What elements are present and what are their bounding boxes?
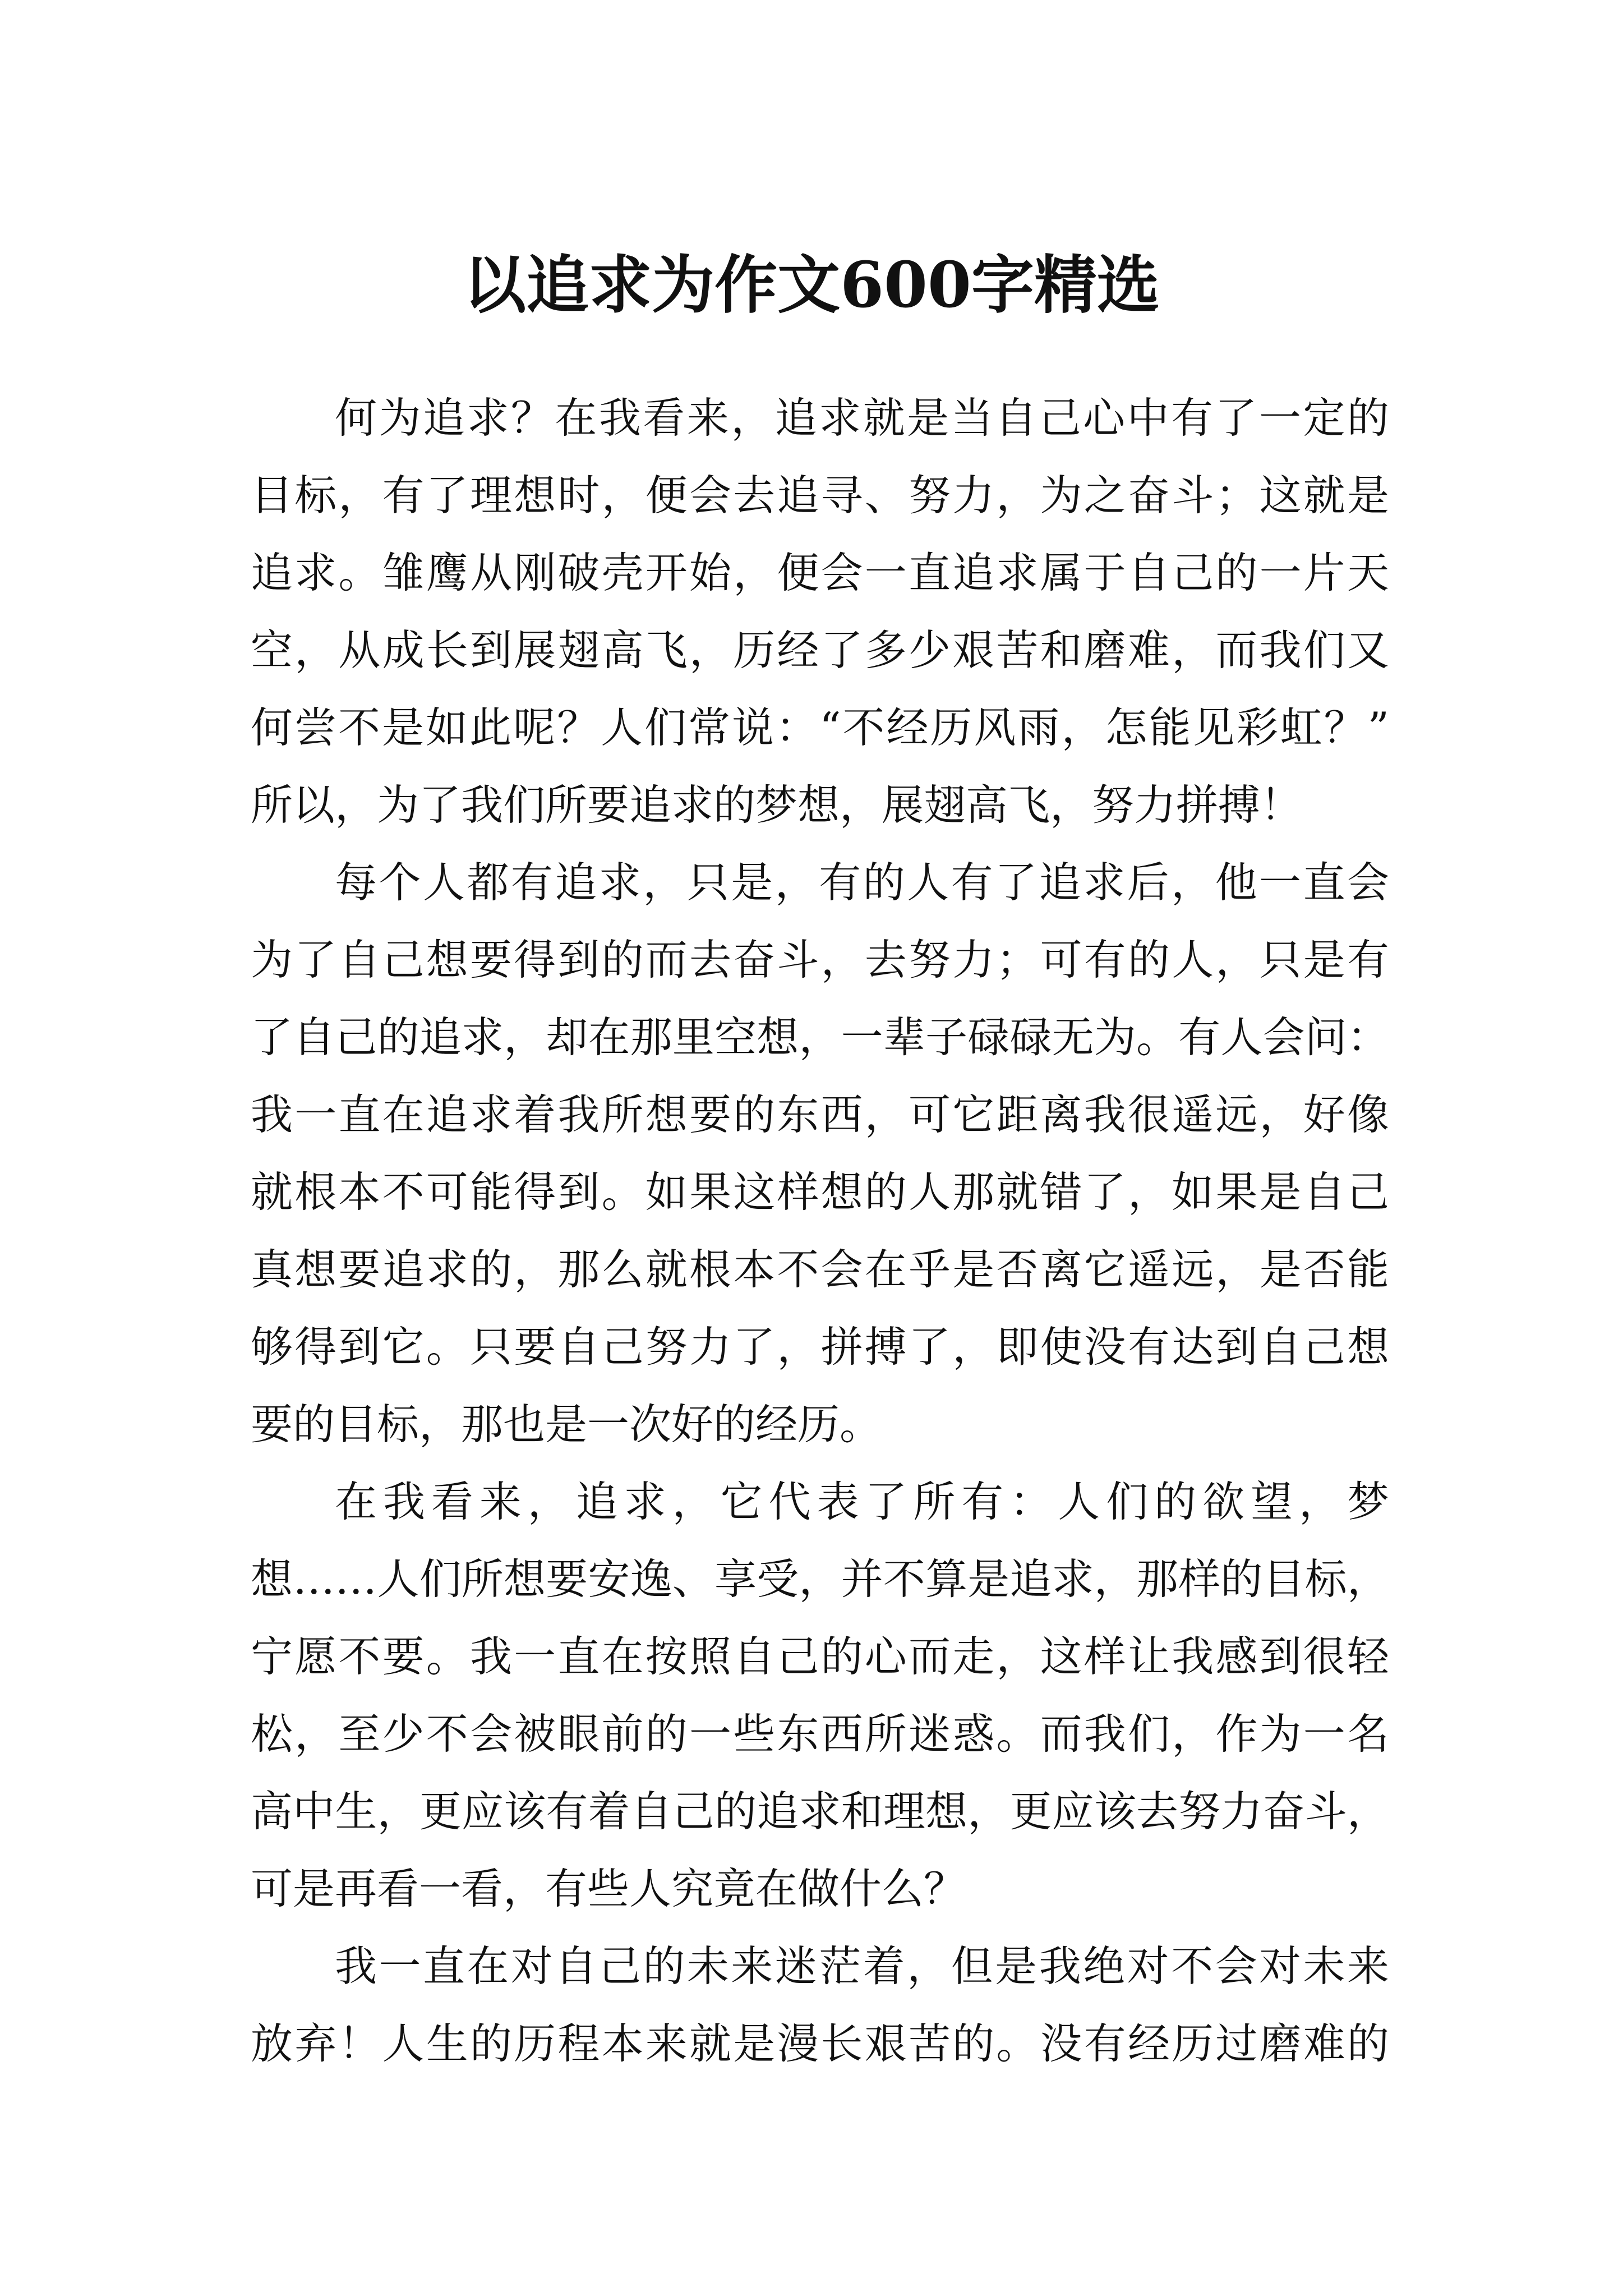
text-line: 每个人都有追求，只是，有的人有了追求后，他一直会 <box>335 858 1389 907</box>
text-line: 宁愿不要。我一直在按照自己的心而走，这样让我感到很轻 <box>251 1632 1389 1681</box>
paragraph-3 <box>251 1463 1389 1927</box>
text-line: 高中生，更应该有着自己的追求和理想，更应该去努力奋斗， <box>251 1787 1389 1836</box>
text-line: 空，从成长到展翅高飞，历经了多少艰苦和磨难，而我们又 <box>251 625 1389 675</box>
document-title: 以追求为作文600字精选 <box>463 249 1160 323</box>
text-line: 何尝不是如此呢？人们常说：“不经历风雨，怎能见彩虹？” <box>251 703 1389 752</box>
text-line: 松，至少不会被眼前的一些东西所迷惑。而我们，作为一名 <box>251 1709 1389 1759</box>
text-line: 为了自己想要得到的而去奋斗，去努力；可有的人，只是有 <box>251 935 1389 984</box>
text-line: 了自己的追求，却在那里空想，一辈子碌碌无为。有人会问： <box>251 1013 1389 1062</box>
paragraph-1 <box>251 379 1389 844</box>
text-line: 想……人们所想要安逸、享受，并不算是追求，那样的目标， <box>251 1554 1389 1604</box>
text-line: 目标，有了理想时，便会去追寻、努力，为之奋斗；这就是 <box>251 471 1389 520</box>
text-line: 就根本不可能得到。如果这样想的人那就错了，如果是自己 <box>251 1167 1389 1217</box>
text-line: 真想要追求的，那么就根本不会在乎是否离它遥远，是否能 <box>251 1245 1389 1294</box>
text-line: 在我看来，追求，它代表了所有：人们的欲望，梦 <box>335 1477 1389 1526</box>
text-line: 够得到它。只要自己努力了，拼搏了，即使没有达到自己想 <box>251 1322 1389 1372</box>
text-line: 我一直在对自己的未来迷茫着，但是我绝对不会对未来 <box>335 1941 1389 1991</box>
text-line: 可是再看一看，有些人究竟在做什么？ <box>251 1864 966 1913</box>
text-line: 追求。雏鹰从刚破壳开始，便会一直追求属于自己的一片天 <box>251 548 1389 597</box>
text-line: 要的目标，那也是一次好的经历。 <box>251 1400 882 1449</box>
text-line: 我一直在追求着我所想要的东西，可它距离我很遥远，好像 <box>251 1090 1389 1139</box>
essay-body <box>251 379 1389 2082</box>
text-line: 何为追求？在我看来，追求就是当自己心中有了一定的 <box>335 393 1389 443</box>
paragraph-2 <box>251 844 1389 1463</box>
text-line: 放弃！人生的历程本来就是漫长艰苦的。没有经历过磨难的 <box>251 2019 1389 2068</box>
text-line: 所以，为了我们所要追求的梦想，展翅高飞，努力拼搏！ <box>251 780 1303 830</box>
paragraph-4 <box>251 1927 1389 2082</box>
